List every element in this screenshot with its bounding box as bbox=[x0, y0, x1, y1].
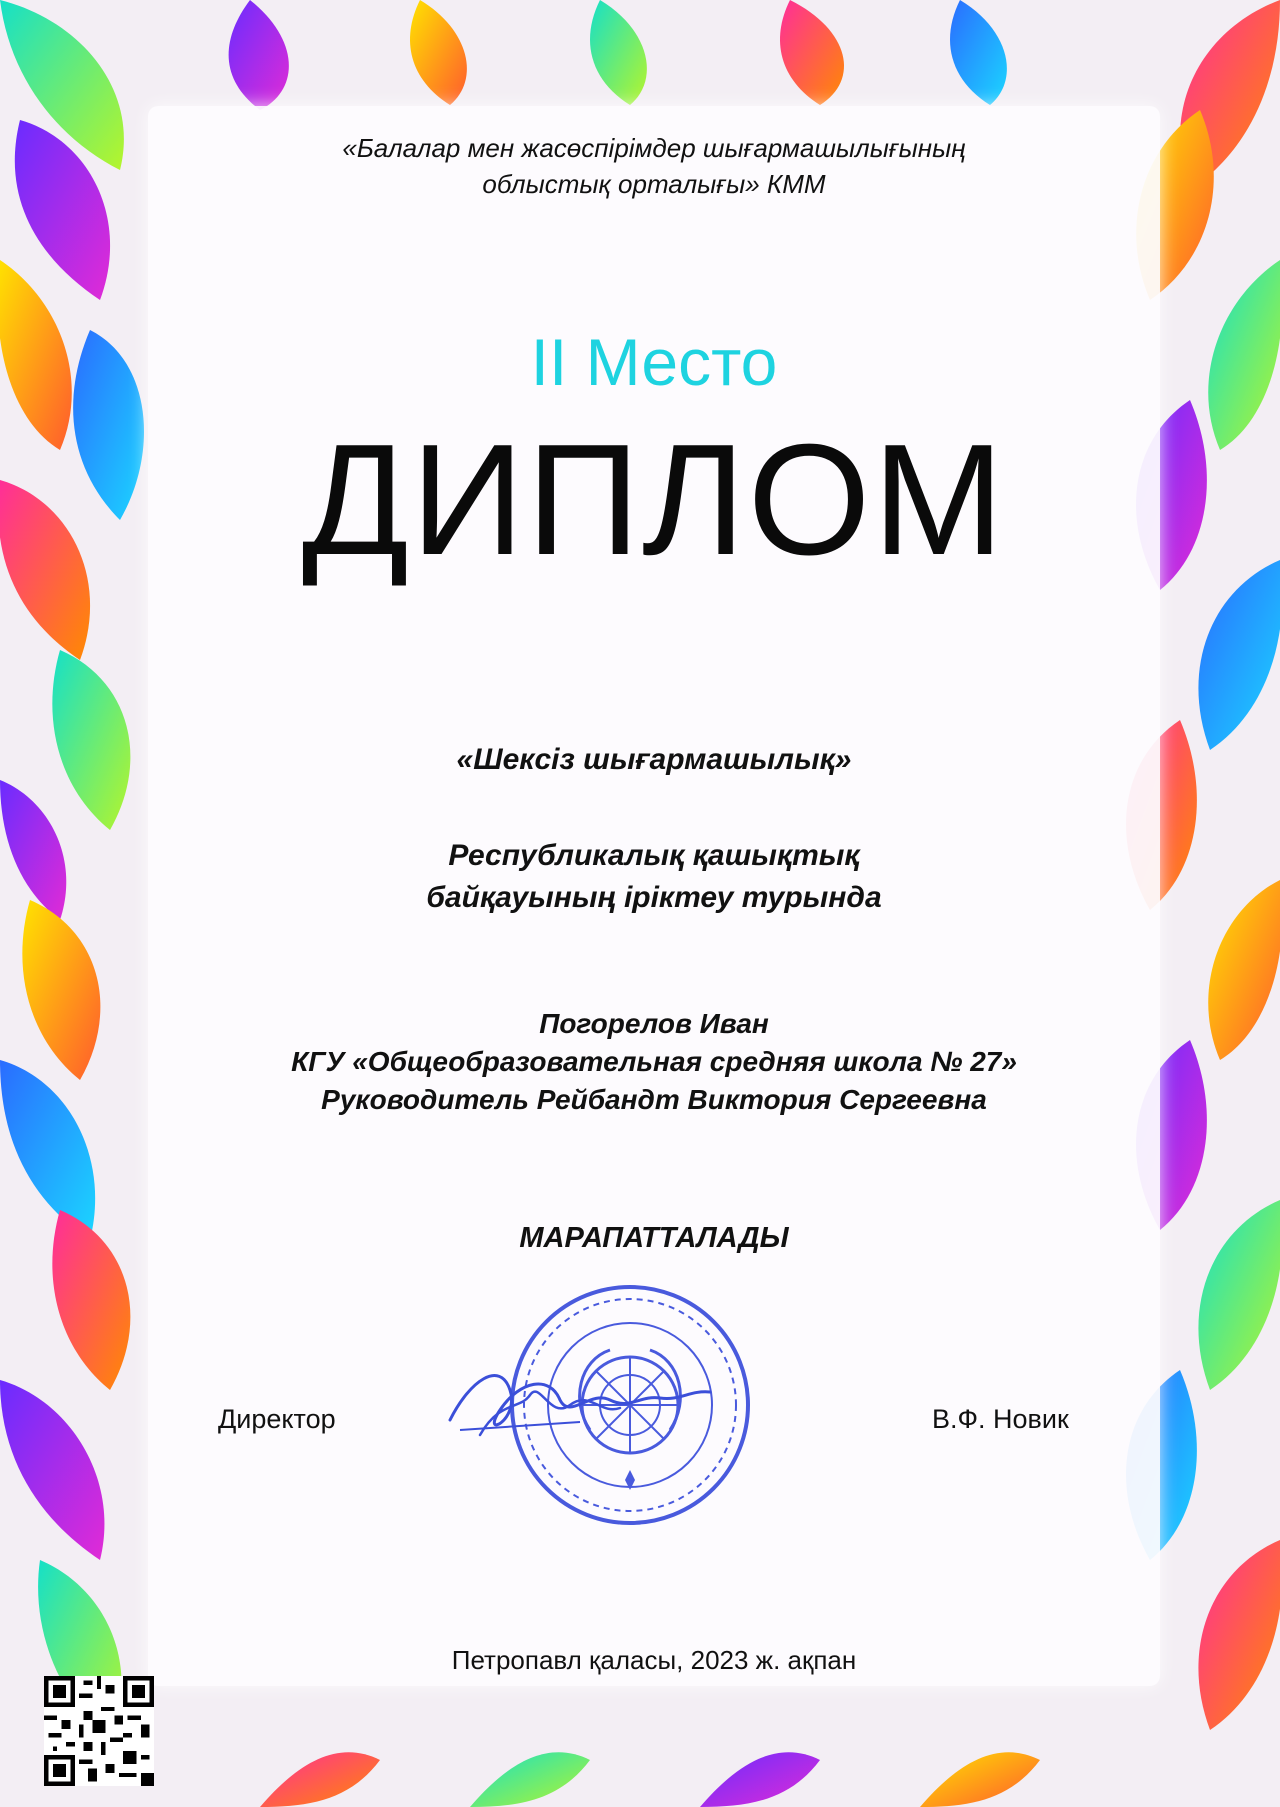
organization-line-1: «Балалар мен жасөспірімдер шығармашылығының bbox=[342, 133, 966, 163]
recipient-name: Погорелов Иван bbox=[539, 1008, 769, 1039]
stamp-icon bbox=[440, 1280, 780, 1530]
award-text: МАРАПАТТАЛАДЫ bbox=[519, 1222, 789, 1254]
recipient-block bbox=[148, 1005, 1160, 1119]
place-and-date: Петропавл қаласы, 2023 ж. ақпан bbox=[451, 1645, 857, 1675]
contest-round-line-1: Республикалық қашықтық bbox=[448, 839, 860, 872]
diploma-title: ДИПЛОМ bbox=[301, 412, 1007, 588]
recipient-supervisor: Руководитель Рейбандт Виктория Сергеевна bbox=[321, 1084, 987, 1115]
organization-line-2: облыстық орталығы» КММ bbox=[482, 169, 826, 199]
signer-name: В.Ф. Новик bbox=[932, 1404, 1069, 1434]
director-title: Директор bbox=[218, 1404, 336, 1434]
organization-name bbox=[148, 130, 1160, 202]
seal-icon bbox=[512, 1287, 748, 1523]
contest-round bbox=[148, 835, 1160, 919]
contest-name: «Шексіз шығармашылық» bbox=[456, 743, 852, 776]
qr-code-icon bbox=[44, 1676, 154, 1786]
place-label: II Место bbox=[530, 325, 778, 399]
contest-round-line-2: байқауының іріктеу турында bbox=[426, 881, 882, 914]
recipient-school: КГУ «Общеобразовательная средняя школа № 27» bbox=[291, 1046, 1017, 1077]
